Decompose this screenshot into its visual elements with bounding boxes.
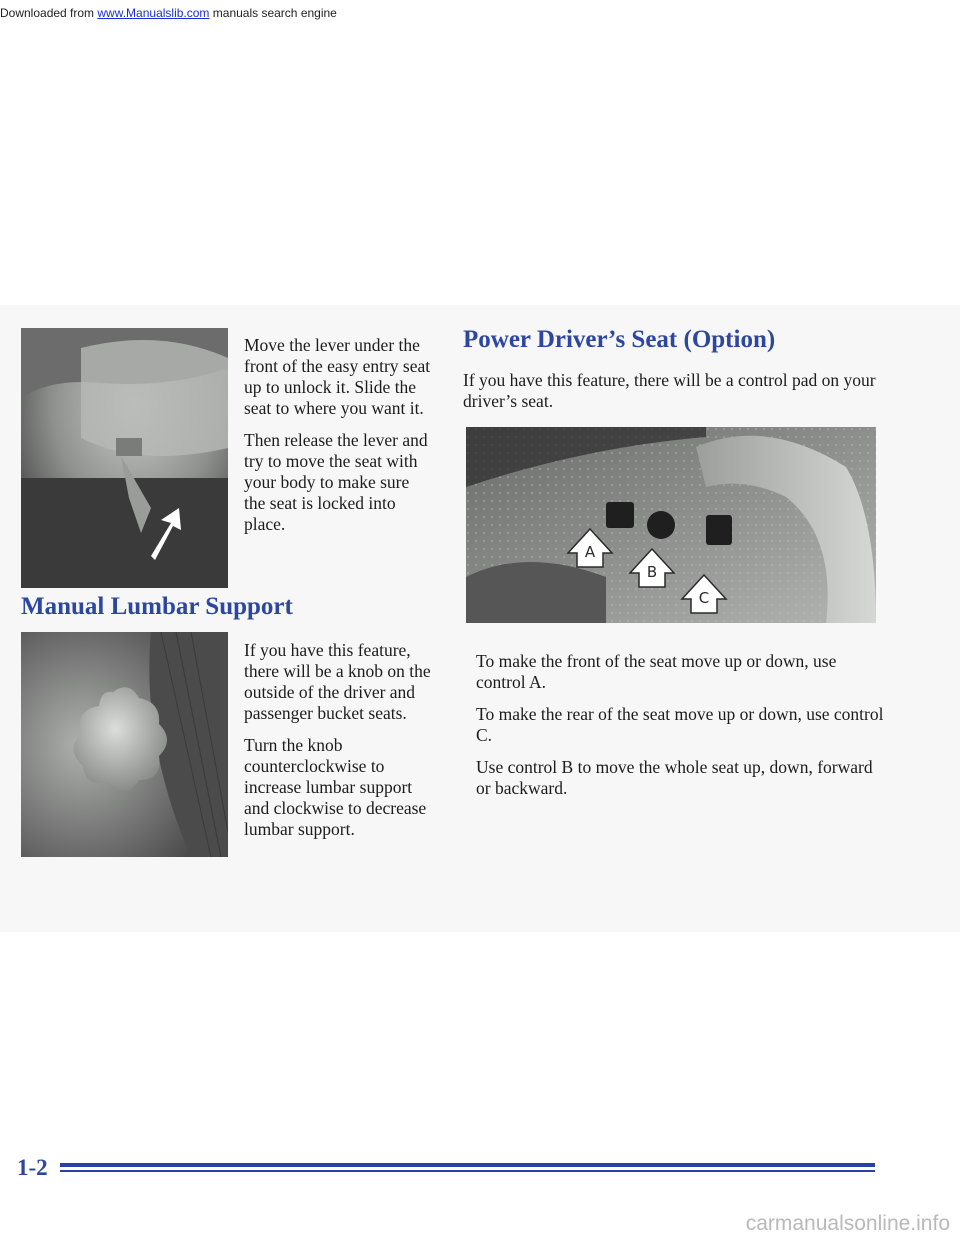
- manual-page: [0, 305, 960, 1180]
- easy-entry-text: [244, 335, 434, 546]
- watermark-text: carmanualsonline.info: [745, 1212, 950, 1235]
- power-seat-control-pad-photo: [466, 427, 876, 623]
- lumbar-text: [244, 640, 434, 851]
- lumbar-knob-photo: [21, 632, 228, 857]
- footer-rule: [60, 1163, 875, 1175]
- download-header: [0, 6, 337, 20]
- power-seat-paragraph-2: To make the rear of the seat move up or down, use control C.: [476, 704, 884, 745]
- manualslib-link[interactable]: www.Manualslib.com: [97, 6, 210, 20]
- easy-entry-lever-photo: [21, 328, 228, 588]
- power-seat-paragraph-3: Use control B to move the whole seat up, down, forward or backward.: [476, 757, 873, 798]
- footer-rule-thin: [60, 1170, 875, 1172]
- power-seat-paragraph-1: To make the front of the seat move up or down, use control A.: [476, 651, 837, 692]
- lumbar-paragraph-2: Turn the knob counterclockwise to increase lumbar support and clockwise to decrease lumbar support.: [244, 735, 427, 839]
- control-b-label: B: [646, 563, 658, 581]
- power-seat-instructions: [476, 651, 886, 810]
- power-seat-heading: Power Driver’s Seat (Option): [463, 326, 776, 353]
- lumbar-paragraph-1: If you have this feature, there will be a knob on the outside of the driver and passenger bucket seats.: [244, 640, 431, 723]
- header-prefix: Downloaded from: [0, 6, 98, 20]
- lumbar-heading: Manual Lumbar Support: [21, 593, 293, 620]
- footer-rule-thick: [60, 1163, 875, 1167]
- easy-entry-paragraph-1: Move the lever under the front of the easy entry seat up to unlock it. Slide the seat to where you want it.: [244, 335, 431, 418]
- power-seat-intro: [463, 370, 883, 423]
- power-seat-intro-text: If you have this feature, there will be a control pad on your driver’s seat.: [463, 370, 876, 411]
- header-suffix: manuals search engine: [209, 6, 337, 20]
- easy-entry-paragraph-2: Then release the lever and try to move the seat with your body to make sure the seat is locked into place.: [244, 430, 428, 534]
- control-a-label: A: [584, 543, 596, 561]
- page-number: 1-2: [17, 1155, 48, 1180]
- control-c-label: C: [698, 589, 710, 607]
